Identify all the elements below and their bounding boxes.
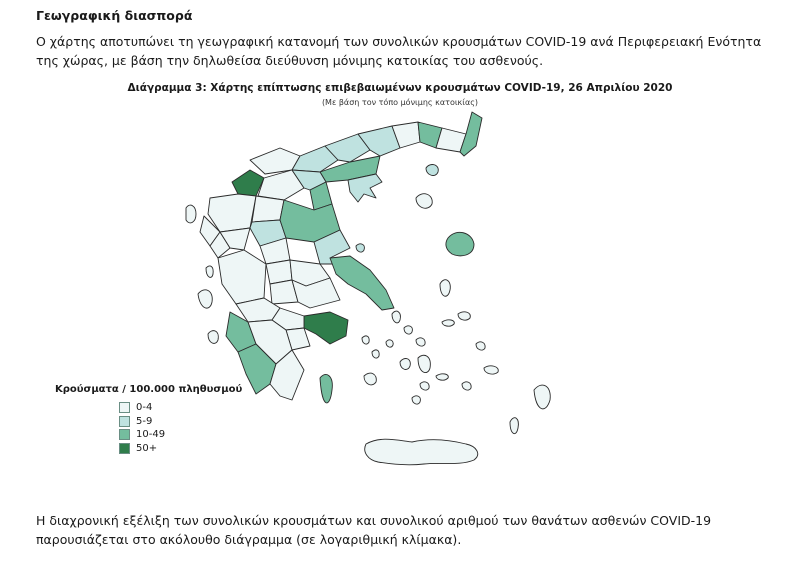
region-tinos [404,326,412,334]
region-ikaria [442,320,454,326]
region-kos [484,366,498,374]
figure-subtitle: (Με βάση τον τόπο μόνιμης κατοικίας) [321,98,479,107]
legend-swatch [119,443,130,454]
region-amorgos [436,374,448,380]
legend-swatch [119,416,130,427]
region-evia [330,256,394,310]
section-title: Γεωγραφική διασπορά [36,8,193,23]
legend-label: 10-49 [136,429,166,441]
outro-paragraph: Η διαχρονική εξέλιξη των συνολικών κρουσμάτων και συνολικού αριθμού των θανάτων ασθενών COVID-19 παρουσιάζεται στο ακόλουθο διάγραμμα (σε λογαριθμική κλίμακα). [36,513,712,547]
region-kythnos [372,350,379,358]
region-kythira [320,374,332,403]
region-aitoloakarnania [218,250,266,304]
legend-item-0-4 [119,401,242,415]
region-crete [365,439,478,465]
region-paros [400,359,410,370]
region-samos [458,312,470,320]
region-milos [364,373,376,385]
legend-label: 5-9 [136,415,153,427]
legend-label: 50+ [136,442,158,454]
region-lesvos [446,232,474,256]
legend-swatch [119,429,130,440]
region-corfu [186,205,196,223]
region-karpathos [510,418,518,434]
figure-title: Διάγραμμα 3: Χάρτης επίπτωσης επιβεβαιωμένων κρουσμάτων COVID-19, 26 Απριλίου 2020 [127,82,673,94]
legend-item-5-9 [119,415,242,429]
region-ioannina [208,194,256,232]
region-sporades [356,244,364,252]
region-rhodes [534,385,550,409]
region-naxos [418,355,430,372]
legend-title: Κρούσματα / 100.000 πληθυσμού [55,384,243,395]
intro-paragraph: Ο χάρτης αποτυπώνει τη γεωγραφική κατανομή των συνολικών κρουσμάτων COVID-19 ανά Περιφερειακή Ενότητα της χώρας, με βάση την δηλωθείσα διεύθυνση μόνιμης κατοικίας του ασθενούς. [36,34,762,68]
region-astypalaia [462,382,471,390]
region-chios [440,280,450,297]
region-santorini [412,396,420,404]
region-kalymnos [476,342,485,350]
legend-label: 0-4 [136,402,153,414]
region-kefalonia [198,290,212,308]
region-lefkada [206,266,213,277]
region-kea [362,336,369,344]
region-andros [392,311,400,323]
region-syros [386,340,393,347]
region-mykonos [416,338,425,346]
legend-item-50-plus [119,442,242,456]
legend-item-10-49 [119,428,242,442]
legend-swatch [119,402,130,413]
region-zakynthos [208,331,218,344]
region-lemnos [416,194,432,209]
region-grevena [252,196,284,222]
region-ios [420,382,429,390]
region-thasos [426,165,438,176]
map-legend [55,384,242,455]
region-attica [304,312,348,344]
